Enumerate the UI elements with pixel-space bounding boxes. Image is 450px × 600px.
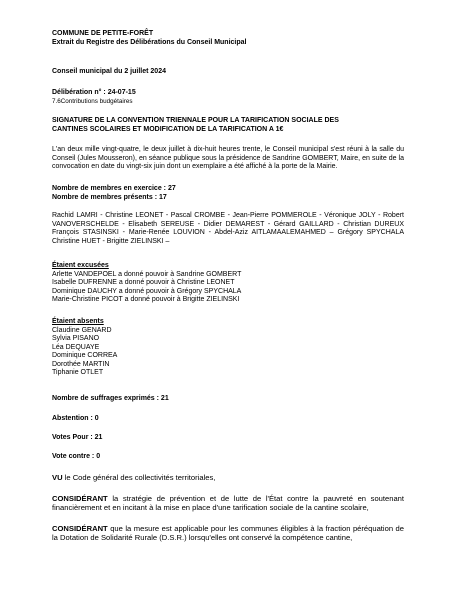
considerant-paragraph-2 — [52, 524, 404, 543]
members-in-office: Nombre de membres en exercice : 27 — [52, 185, 176, 192]
excused-title: Étaient excusées — [52, 262, 109, 269]
list-item: Sylvia PISANO — [52, 335, 100, 343]
list-item: Isabelle DUFRENNE a donné pouvoir à Christine LEONET — [52, 279, 235, 287]
deliberation-number: Délibération n° : 24-07-15 — [52, 89, 136, 96]
list-item: Marie-Christine PICOT a donné pouvoir à Brigitte ZIELINSKI — [52, 296, 240, 304]
considerant-text: que la mesure est applicable pour les communes éligibles à la fraction péréquation de la Dotation de Solidarité Rurale (D.S.R.) lorsqu'elles ont conservé la compétence cantine, — [52, 524, 404, 543]
considerant-label: CONSIDÉRANT — [52, 494, 108, 503]
registry-extract: Extrait du Registre des Délibérations du Conseil Municipal — [52, 38, 247, 46]
header-block — [52, 30, 404, 47]
commune-name: COMMUNE DE PETITE-FORÊT — [52, 30, 154, 37]
abstention-count: Abstention : 0 — [52, 415, 99, 422]
members-block — [52, 185, 404, 202]
list-item: Arlette VANDEPOEL a donné pouvoir à Sandrine GOMBERT — [52, 270, 242, 278]
deliberation-nature: 7.6Contributions budgétaires — [52, 97, 133, 105]
list-item: Claudine GENARD — [52, 326, 112, 334]
excused-section — [52, 262, 404, 305]
list-item: Dorothée MARTIN — [52, 360, 110, 368]
absent-title: Étaient absents — [52, 318, 104, 325]
list-item: Tiphanie OTLET — [52, 369, 104, 377]
vu-text: le Code général des collectivités territoriales, — [62, 473, 216, 482]
absent-section — [52, 318, 404, 378]
vu-paragraph — [52, 473, 404, 482]
list-item: Dominique CORREA — [52, 352, 118, 360]
votes-cast: Nombre de suffrages exprimés : 21 — [52, 395, 169, 402]
considerant-text: la stratégie de prévention et de lutte de l'État contre la pauvreté en soutenant financièrement et en incitant à la mise en place d'une tarification sociale de la cantine scolaire, — [52, 494, 404, 513]
deliberation-block — [52, 89, 404, 105]
votes-against: Vote contre : 0 — [52, 453, 101, 460]
vu-label: VU — [52, 473, 63, 482]
list-item: Léa DEQUAYE — [52, 343, 100, 351]
present-list: Rachid LAMRI - Christine LEONET - Pascal CROMBE - Jean-Pierre POMMEROLE - Véronique JOLY - Robert VANOVERSCHELDE - Elisabeth SEREUSE - Didier DEMAREST - Gérard GAILLARD - Christian DUREUX François STASINSKI - Marie-Renée LOUVION - Abdel-Aziz AITLAMAALEMAHMED – Grégory SPYCHALA Christine HUET - Brigitte ZIELINSKI – — [52, 212, 404, 245]
votes-for: Votes Pour : 21 — [52, 434, 103, 441]
list-item: Dominique DAUCHY a donné pouvoir à Grégory SPYCHALA — [52, 287, 242, 295]
members-present: Nombre de membres présents : 17 — [52, 193, 167, 201]
considerant-paragraph-1 — [52, 494, 404, 513]
intro-paragraph: L'an deux mille vingt-quatre, le deux juillet à dix-huit heures trente, le Conseil municipal s'est réuni à la salle du Conseil (Jules Mousseron), en séance publique sous la présidence de Sandrine GOMBERT, Maire, en suite de la convocation en date du vingt-six juin dont un exemplaire a été affiché à la porte de la Mairie. — [52, 146, 404, 171]
council-date: Conseil municipal du 2 juillet 2024 — [52, 68, 166, 75]
considerant-label: CONSIDÉRANT — [52, 524, 108, 533]
deliberation-subject: SIGNATURE DE LA CONVENTION TRIENNALE POUR LA TARIFICATION SOCIALE DES CANTINES SCOLAIRES ET MODIFICATION DE LA TARIFICATION A 1€ — [52, 117, 339, 133]
